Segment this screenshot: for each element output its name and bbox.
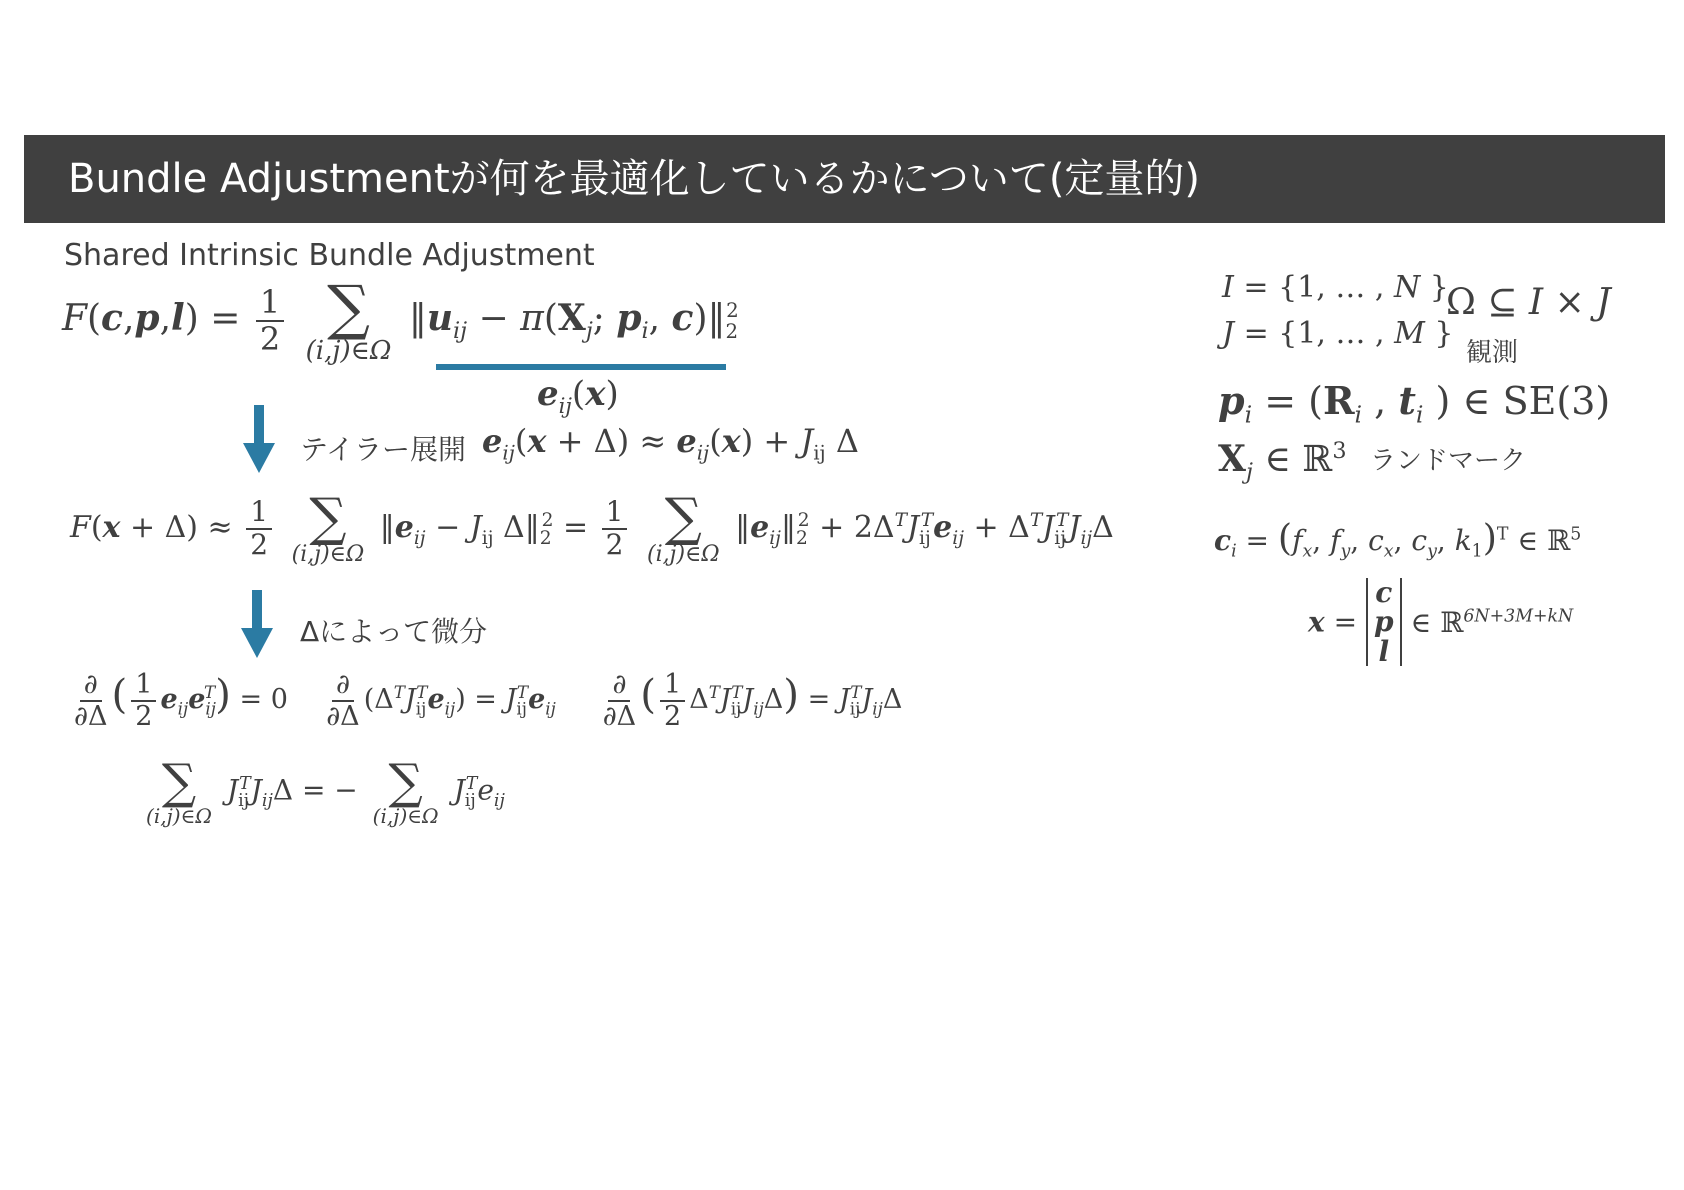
normal-equation: ∑ (i,j)∈Ω $J_{ij}^TJ_{ij}\Delta$ = − ∑ (i,j)∈Ω $J_{ij}^Te_{ij}$ [146, 754, 505, 828]
observation-label: 観測 [1466, 338, 1519, 368]
approx-equation: F(x + Δ) ≈ $\frac{1}{2}$ ∑ (i,j)∈Ω $‖e_{ij} - J_{ij}$ $\Delta‖_2^2$ = $\frac{1}{2}$ ∑ (i,j)∈Ω $‖e_{ij}‖_2^2 + 2\Delta^TJ_{ij}^Te_{ij} + \Delta^TJ_{ij}^TJ_{ij}\Delta$ [70, 488, 1114, 567]
set-j-definition: J = {1, … , M } [1222, 316, 1454, 351]
set-i-definition: I = {1, … , N } [1222, 270, 1449, 305]
state-vector-definition: x = c p l ∈ ℝ$^{6N+3M+kN}$ [1308, 576, 1574, 668]
title-bar [24, 135, 1665, 223]
objective-equation: F(c,p,l) = $\frac{1}{2}$ ∑ (i,j)∈Ω $‖u_{ij} - \pi(X_j$; $p_i$, $c)‖_2^2$ [62, 273, 739, 366]
residual-label: $e_{ij}(x)$ [537, 374, 619, 418]
taylor-equation: $e_{ij}(x + \Delta) \approx e_{ij}(x) + J_{ij}$ Δ [482, 422, 859, 465]
pose-definition: $p_i = (R_i$ , $t_i$ ) ∈ SE(3) [1218, 378, 1611, 429]
derivative-equations: $\frac{\partial}{\partial\Delta}$ ( $\frac{1}{2}$ $e_{ij}e_{ij}^T) = 0$ $\frac{\partial}{\partial\Delta}$ $(\Delta^TJ_{ij}^Te_{ij}) = J_{ij}^Te_{ij}$ $\frac{\partial}{\partial\Delta}$ ( $\frac{1}{2}$ $\Delta^TJ_{ij}^TJ_{ij}\Delta) = J_{ij}^TJ_{ij}\Delta$ [74, 669, 903, 732]
arrow-down-icon [243, 405, 275, 473]
landmark-definition: $X_j$ ∈ ℝ$^3$ [1218, 438, 1347, 486]
differentiate-label: Δによって微分 [300, 615, 488, 648]
arrow-down-icon [241, 590, 273, 658]
residual-underline [436, 364, 726, 370]
page-title: Bundle Adjustmentが何を最適化しているかについて(定量的) [68, 156, 1201, 202]
subtitle: Shared Intrinsic Bundle Adjustment [64, 238, 595, 273]
taylor-label: テイラー展開 [300, 433, 467, 466]
landmark-label: ランドマーク [1370, 446, 1527, 476]
intrinsics-definition: $c_i = (f_x$, $f_y$, $c_x$, $c_y$, $k_1)^T$ ∈ ℝ$^5$ [1214, 516, 1582, 562]
omega-definition: Ω ⊆ I × J [1446, 282, 1611, 323]
